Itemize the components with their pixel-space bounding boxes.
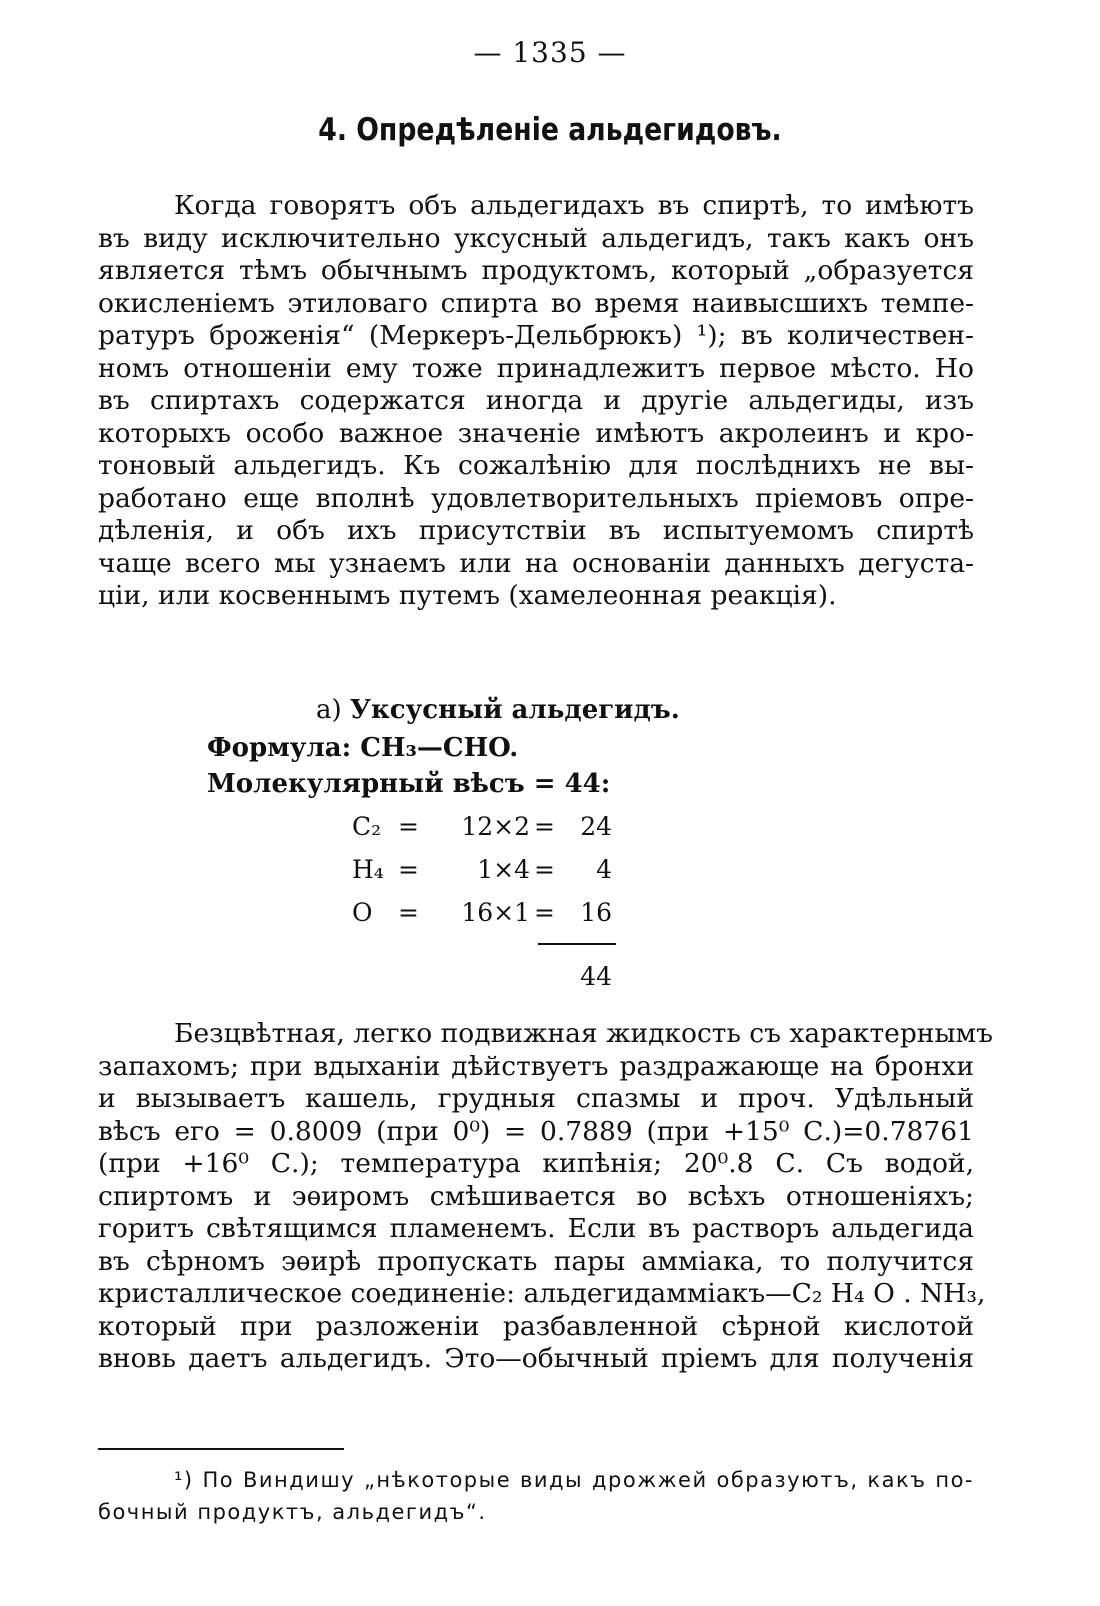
- text-line: и вызываетъ кашель, грудныя спазмы и проч. Удѣльный: [98, 1083, 974, 1114]
- footnote-rule: [98, 1448, 344, 1450]
- text-line: горитъ свѣтящимся пламенемъ. Если въ растворъ альдегида: [98, 1213, 974, 1244]
- section-heading: 4. Опредѣленіе альдегидовъ.: [318, 112, 782, 148]
- subsection-marker: а): [316, 695, 342, 725]
- molecular-weight: Молекулярный вѣсъ = 44:: [207, 769, 611, 799]
- text-line: окисленіемъ этиловаго спирта во время наивысшихъ темпе-: [98, 287, 974, 319]
- calc-value: 16: [580, 898, 612, 927]
- calc-equals: =: [398, 898, 419, 927]
- text-line: кристаллическое соединеніе: альдегидамміакъ—C₂ H₄ O . NH₃,: [98, 1278, 986, 1309]
- subsection-title: [316, 694, 680, 726]
- calc-product: 12×2: [461, 812, 530, 841]
- text-line: въ спиртахъ содержатся иногда и другіе альдегиды, изъ: [98, 385, 974, 416]
- text-line: ціи, или косвеннымъ путемъ (хамелеонная реакція).: [98, 580, 837, 611]
- page-number: — 1335 —: [473, 36, 627, 69]
- text-line: запахомъ; при вдыханіи дѣйствуетъ раздражающе на бронхи: [98, 1050, 974, 1082]
- calc-element: H₄: [352, 855, 384, 884]
- calc-equals: =: [398, 855, 419, 884]
- chemical-formula: Формула: CH₃—CHO.: [207, 733, 519, 763]
- calc-total: 44: [580, 962, 612, 991]
- footnote-line: ¹) По Виндишу „нѣкоторые виды дрожжей образуютъ, какъ по-: [174, 1468, 974, 1492]
- text-line: номъ отношеніи ему тоже принадлежитъ первое мѣсто. Но: [98, 352, 974, 384]
- calc-row: [352, 812, 622, 855]
- molecular-weight-calculation: [352, 812, 622, 941]
- text-line: дѣленія, и объ ихъ присутствіи въ испытуемомъ спиртѣ: [98, 515, 974, 546]
- calc-equals: =: [534, 812, 555, 841]
- calc-value: 4: [596, 855, 612, 884]
- text-line: работано еще вполнѣ удовлетворительныхъ пріемовъ опре-: [98, 482, 974, 514]
- calc-product: 16×1: [461, 898, 530, 927]
- calc-equals: =: [398, 812, 419, 841]
- calc-row: [352, 898, 622, 941]
- text-line: ратуръ броженія“ (Меркеръ-Дельбрюкъ) ¹); въ количествен-: [98, 320, 974, 351]
- footnote-line: бочный продуктъ, альдегидъ“.: [98, 1500, 487, 1524]
- text-line: которыхъ особо важное значеніе имѣютъ акролеинъ и кро-: [98, 417, 974, 449]
- text-line: въ сѣрномъ эѳирѣ пропускать пары амміака, то получится: [98, 1245, 974, 1277]
- text-line: вѣсъ его = 0.8009 (при 0⁰) = 0.7889 (при +15⁰ С.)=0.78761: [98, 1115, 974, 1147]
- text-line: является тѣмъ обычнымъ продуктомъ, который „образуется: [98, 255, 974, 286]
- text-line: въ виду исключительно уксусный альдегидъ, такъ какъ онъ: [98, 222, 974, 254]
- calc-product: 1×4: [477, 855, 530, 884]
- text-line: (при +16⁰ С.); температура кипѣнія; 20⁰.8 С. Съ водой,: [98, 1148, 974, 1179]
- text-line: Когда говорятъ объ альдегидахъ въ спиртѣ, то имѣютъ: [174, 190, 974, 221]
- text-line: Безцвѣтная, легко подвижная жидкость съ характернымъ: [174, 1018, 994, 1049]
- text-line: тоновый альдегидъ. Къ сожалѣнію для послѣднихъ не вы-: [98, 450, 974, 481]
- calc-element: O: [352, 898, 373, 927]
- text-line: спиртомъ и эѳиромъ смѣшивается во всѣхъ отношеніяхъ;: [98, 1180, 974, 1212]
- sum-rule: [538, 943, 616, 945]
- paragraph-intro: [98, 190, 974, 613]
- paragraph-properties: [98, 1018, 994, 1376]
- calc-equals: =: [534, 855, 555, 884]
- calc-value: 24: [580, 812, 612, 841]
- calc-row: [352, 855, 622, 898]
- calc-equals: =: [534, 898, 555, 927]
- text-line: который при разложеніи разбавленной сѣрной кислотой: [98, 1310, 974, 1342]
- text-line: вновь даетъ альдегидъ. Это—обычный пріемъ для полученія: [98, 1343, 974, 1374]
- subsection-name: Уксусный альдегидъ.: [349, 695, 680, 725]
- footnote: [98, 1464, 974, 1528]
- text-line: чаще всего мы узнаемъ или на основаніи данныхъ дегуста-: [98, 547, 974, 579]
- calc-element: C₂: [352, 812, 382, 841]
